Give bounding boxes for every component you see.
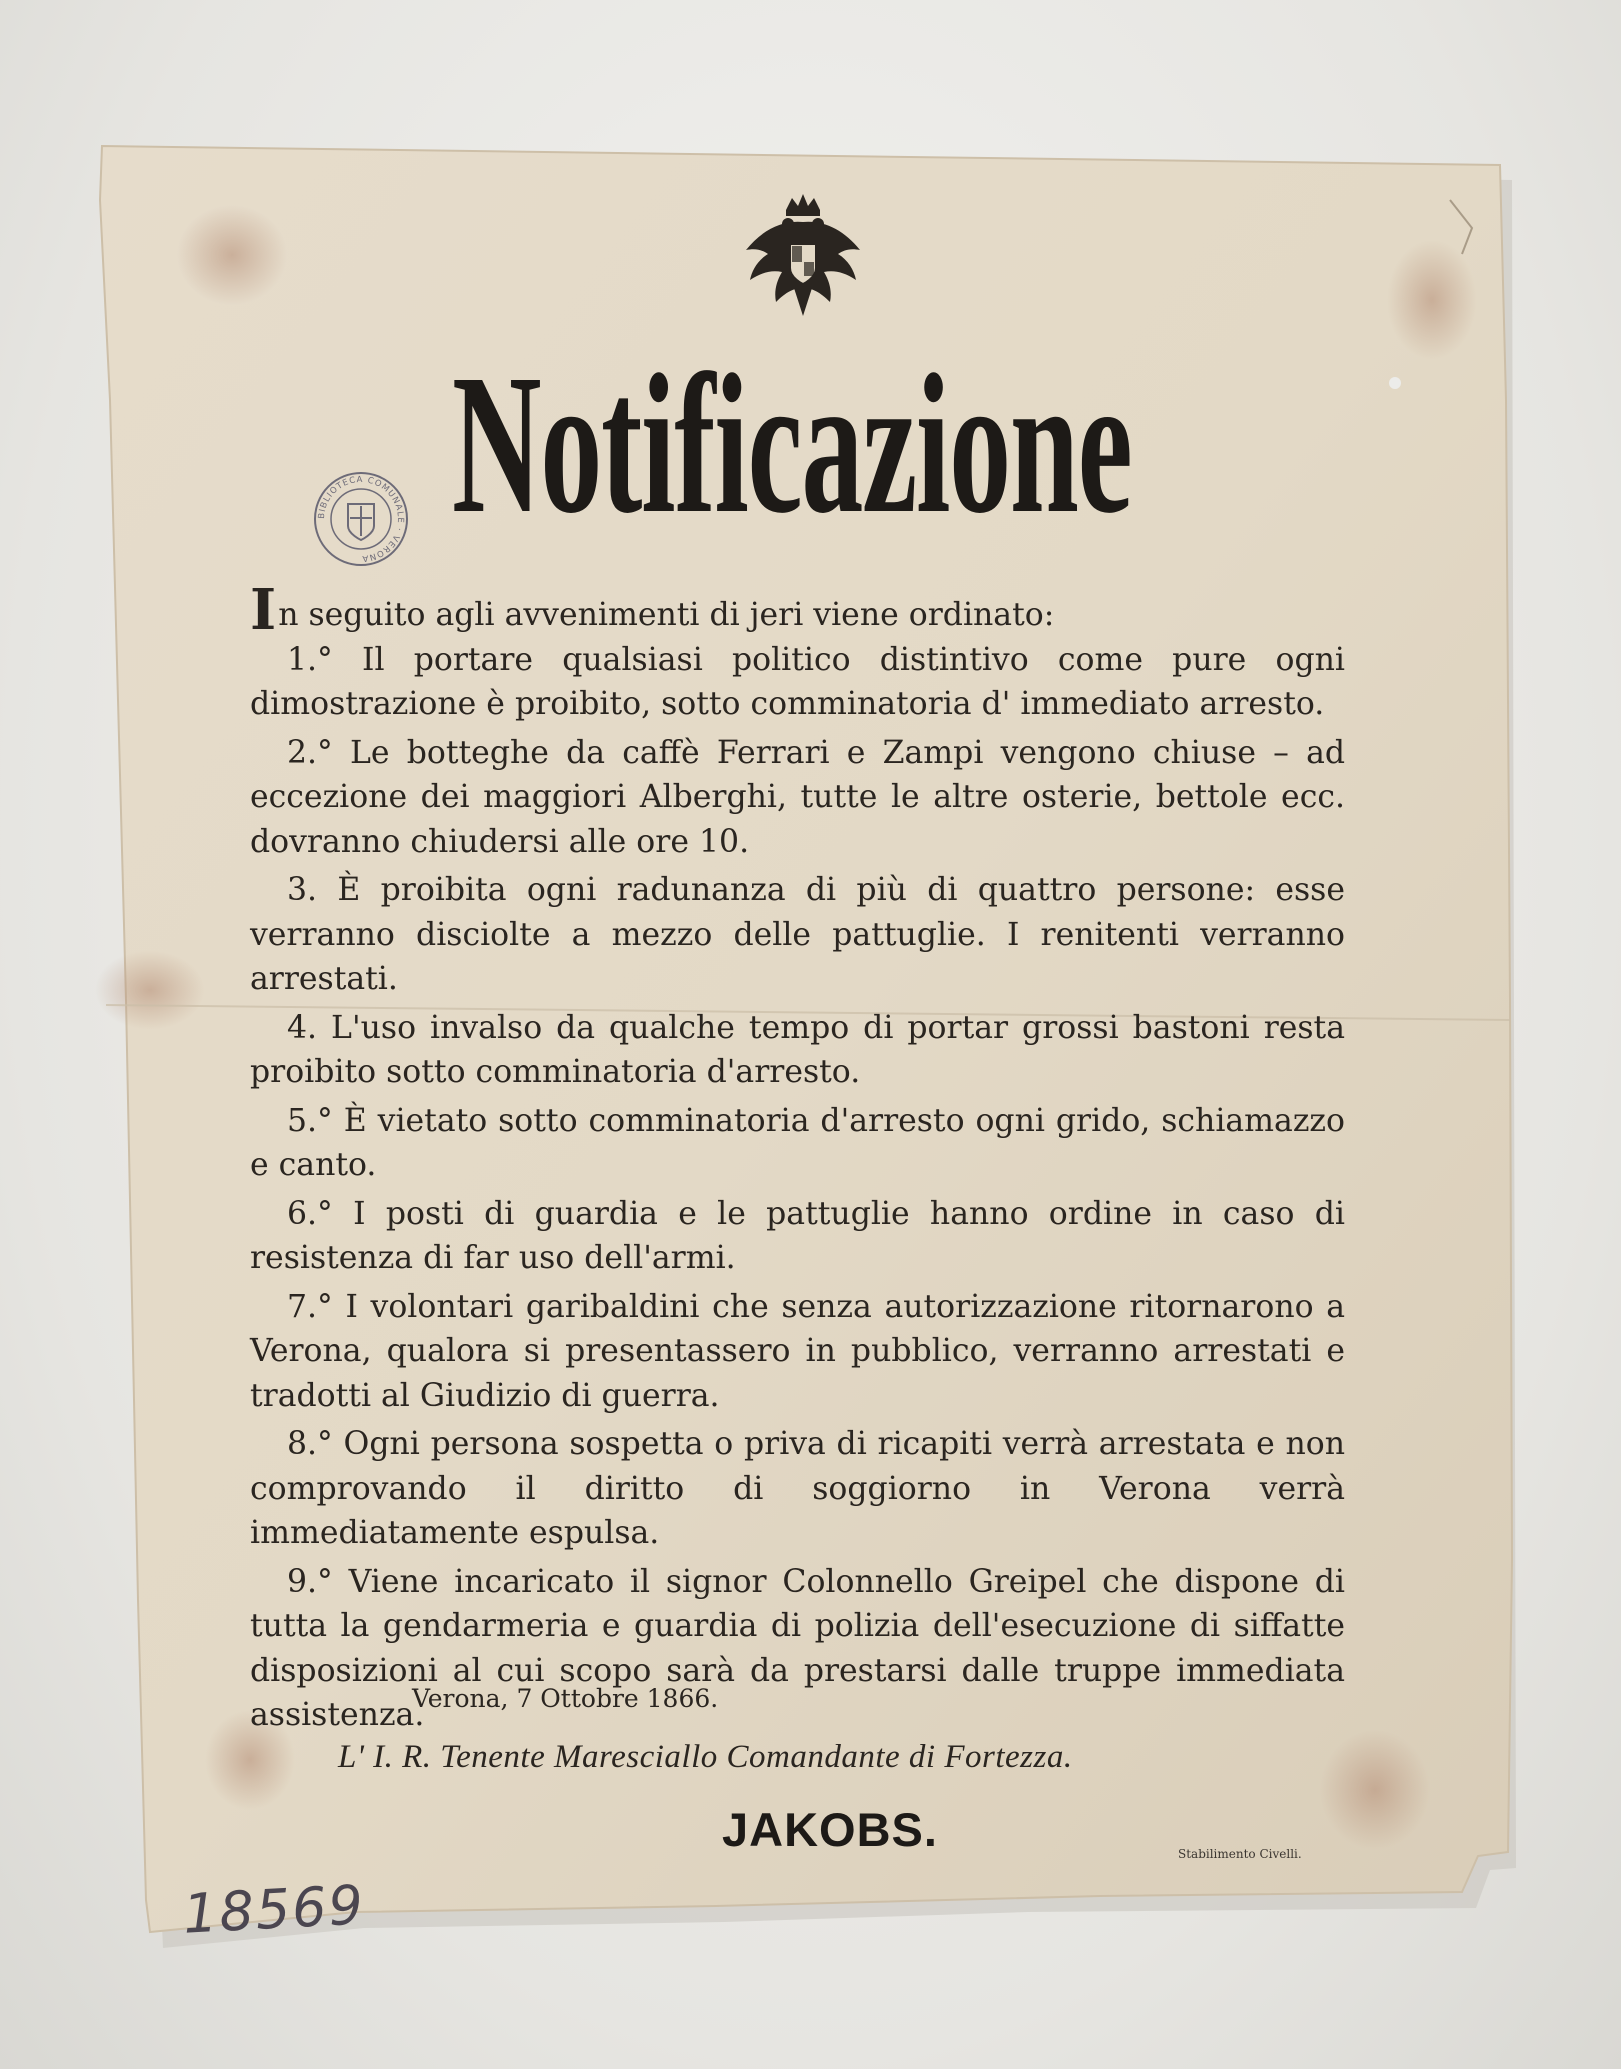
item-text: L'uso invalso da qualche tempo di portar grossi bastoni resta proibito sotto comminatoria d'arresto. xyxy=(250,1009,1345,1090)
intro-text: n seguito agli avvenimenti di jeri viene ordinato: xyxy=(278,597,1055,633)
ordinance-item xyxy=(250,1285,1345,1419)
item-text: È vietato sotto comminatoria d'arresto ogni grido, schiamazzo e canto. xyxy=(250,1102,1345,1183)
ordinance-item xyxy=(250,1192,1345,1281)
signatory-name: JAKOBS. xyxy=(722,1803,938,1856)
item-text: Ogni persona sospetta o priva di ricapiti verrà arrestata e non comprovando il diritto di soggiorno in Verona verrà immediatamente espulsa. xyxy=(250,1426,1345,1551)
item-number: 7.° xyxy=(287,1288,333,1325)
issuing-authority: L' I. R. Tenente Maresciallo Comandante di Fortezza. xyxy=(338,1739,1073,1775)
ordinance-item xyxy=(250,1422,1345,1556)
notice-body xyxy=(250,577,1346,1742)
item-number: 5.° xyxy=(287,1102,333,1139)
stamp-text: BIBLIOTECA COMUNALE · VERONA xyxy=(316,474,406,564)
item-number: 3. xyxy=(287,872,318,908)
ordinance-item xyxy=(250,731,1345,865)
intro-line xyxy=(250,577,1345,643)
item-text: Viene incaricato il signor Colonnello Greipel che dispone di tutta la gendarmeria e guardia di polizia dell'esecuzione di siffatte disposizioni al cui scopo sarà da prestarsi dalle truppe immediata assistenza. xyxy=(250,1563,1345,1733)
item-number: 2.° xyxy=(287,734,333,771)
item-text: È proibita ogni radunanza di più di quattro persone: esse verranno disciolte a mezzo delle pattuglie. I renitenti verranno arrestati. xyxy=(250,872,1345,997)
item-number: 6.° xyxy=(287,1195,333,1232)
item-text: I posti di guardia e le pattuglie hanno ordine in caso di resistenza di far uso dell'armi. xyxy=(250,1195,1345,1276)
item-number: 1.° xyxy=(287,641,333,678)
ordinance-item xyxy=(250,1006,1345,1095)
item-text: Le botteghe da caffè Ferrari e Zampi vengono chiuse – ad eccezione dei maggiori Alberghi, tutte le altre osterie, bettole ecc. dovranno chiudersi alle ore 10. xyxy=(250,734,1346,860)
item-text: I volontari garibaldini che senza autorizzazione ritornarono a Verona, qualora si presentassero in pubblico, verranno arrestati e tradotti al Giudizio di guerra. xyxy=(250,1288,1345,1414)
double-eagle-crest-icon xyxy=(742,192,864,318)
ordinance-item xyxy=(250,868,1345,1002)
item-number: 9.° xyxy=(287,1563,333,1600)
ordinance-list xyxy=(250,638,1345,1738)
item-text: Il portare qualsiasi politico distintivo come pure ogni dimostrazione è proibito, sotto comminatoria d' immediato arresto. xyxy=(250,641,1345,722)
item-number: 8.° xyxy=(287,1426,333,1462)
library-stamp xyxy=(312,470,410,568)
ordinance-item xyxy=(250,638,1345,727)
notice-title: Notificazione xyxy=(452,334,1132,555)
archive-number-handwritten: 18569 xyxy=(181,1873,367,1946)
ordinance-item xyxy=(250,1099,1345,1188)
drop-cap: I xyxy=(250,577,277,643)
printer-credit: Stabilimento Civelli. xyxy=(1178,1847,1302,1861)
date-line: Verona, 7 Ottobre 1866. xyxy=(412,1684,719,1713)
item-number: 4. xyxy=(287,1009,318,1046)
